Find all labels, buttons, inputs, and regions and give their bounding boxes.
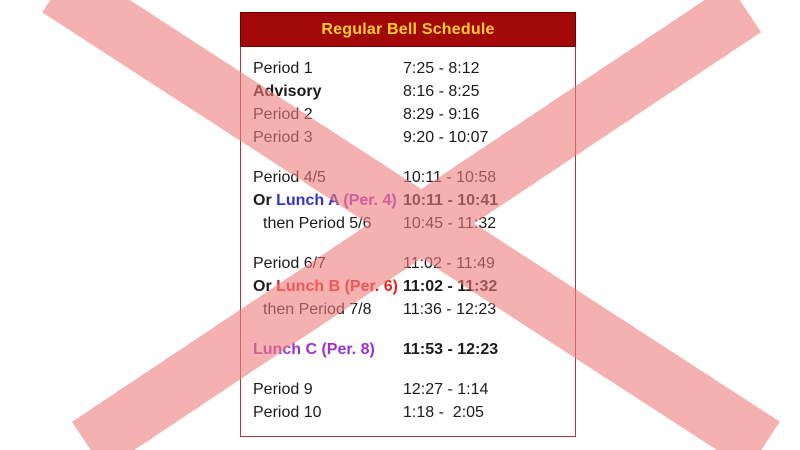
time-range: 11:02 - 11:49 <box>403 255 495 272</box>
table-row <box>241 166 575 189</box>
time-range: 9:20 - 10:07 <box>403 129 489 146</box>
period-label-segment: then Period 7/8 <box>263 301 372 318</box>
time-range: 12:27 - 1:14 <box>403 381 489 398</box>
period-label-segment: Period 4/5 <box>253 169 326 186</box>
table-row <box>241 298 575 321</box>
period-label <box>253 378 403 401</box>
period-label-segment: Or <box>253 278 277 295</box>
period-label-segment: Lunch A <box>276 192 339 209</box>
period-label <box>253 166 403 189</box>
time-range: 8:29 - 9:16 <box>403 106 480 123</box>
time-range: 10:11 - 10:41 <box>403 192 499 209</box>
time-range: 10:45 - 11:32 <box>403 215 497 232</box>
time-range: 11:36 - 12:23 <box>403 301 497 318</box>
period-label <box>253 338 403 361</box>
row-spacer <box>241 149 575 166</box>
schedule-rows <box>240 47 576 437</box>
time-range: 11:53 - 12:23 <box>403 341 499 358</box>
period-label <box>253 298 403 321</box>
period-label-segment: Or <box>253 192 277 209</box>
table-row <box>241 401 575 424</box>
table-row <box>241 189 575 212</box>
table-row <box>241 252 575 275</box>
period-label-segment: Period 3 <box>253 129 313 146</box>
time-range: 8:16 - 8:25 <box>403 83 480 100</box>
table-row <box>241 57 575 80</box>
row-spacer <box>241 235 575 252</box>
period-label <box>253 126 403 149</box>
table-row <box>241 126 575 149</box>
time-range: 10:11 - 10:58 <box>403 169 497 186</box>
period-label-segment: Period 6/7 <box>253 255 326 272</box>
period-label <box>253 275 403 298</box>
time-range: 11:02 - 11:32 <box>403 278 498 295</box>
period-label-segment: Period 9 <box>253 381 313 398</box>
period-label-segment: Lunch B (Per. 6) <box>276 278 398 295</box>
time-range: 7:25 - 8:12 <box>403 60 480 77</box>
period-label <box>253 57 403 80</box>
time-range: 1:18 - 2:05 <box>403 404 484 421</box>
period-label-segment: (Per. 4) <box>338 192 397 209</box>
period-label-segment: Lunch C (Per. 8) <box>253 341 375 358</box>
table-row <box>241 275 575 298</box>
table-row <box>241 80 575 103</box>
table-header <box>240 12 576 47</box>
period-label-segment: Period 1 <box>253 60 313 77</box>
period-label <box>253 401 403 424</box>
row-spacer <box>241 361 575 378</box>
period-label <box>253 189 403 212</box>
period-label <box>253 80 403 103</box>
period-label-segment: Advisory <box>253 83 322 100</box>
table-row <box>241 212 575 235</box>
table-title: Regular Bell Schedule <box>321 21 495 38</box>
row-spacer <box>241 321 575 338</box>
period-label-segment: Period 10 <box>253 404 322 421</box>
period-label <box>253 103 403 126</box>
table-row <box>241 103 575 126</box>
table-row <box>241 378 575 401</box>
period-label-segment: Period 2 <box>253 106 313 123</box>
period-label <box>253 252 403 275</box>
period-label <box>253 212 403 235</box>
period-label-segment: then Period 5/6 <box>263 215 372 232</box>
bell-schedule-table <box>240 12 576 437</box>
table-row <box>241 338 575 361</box>
